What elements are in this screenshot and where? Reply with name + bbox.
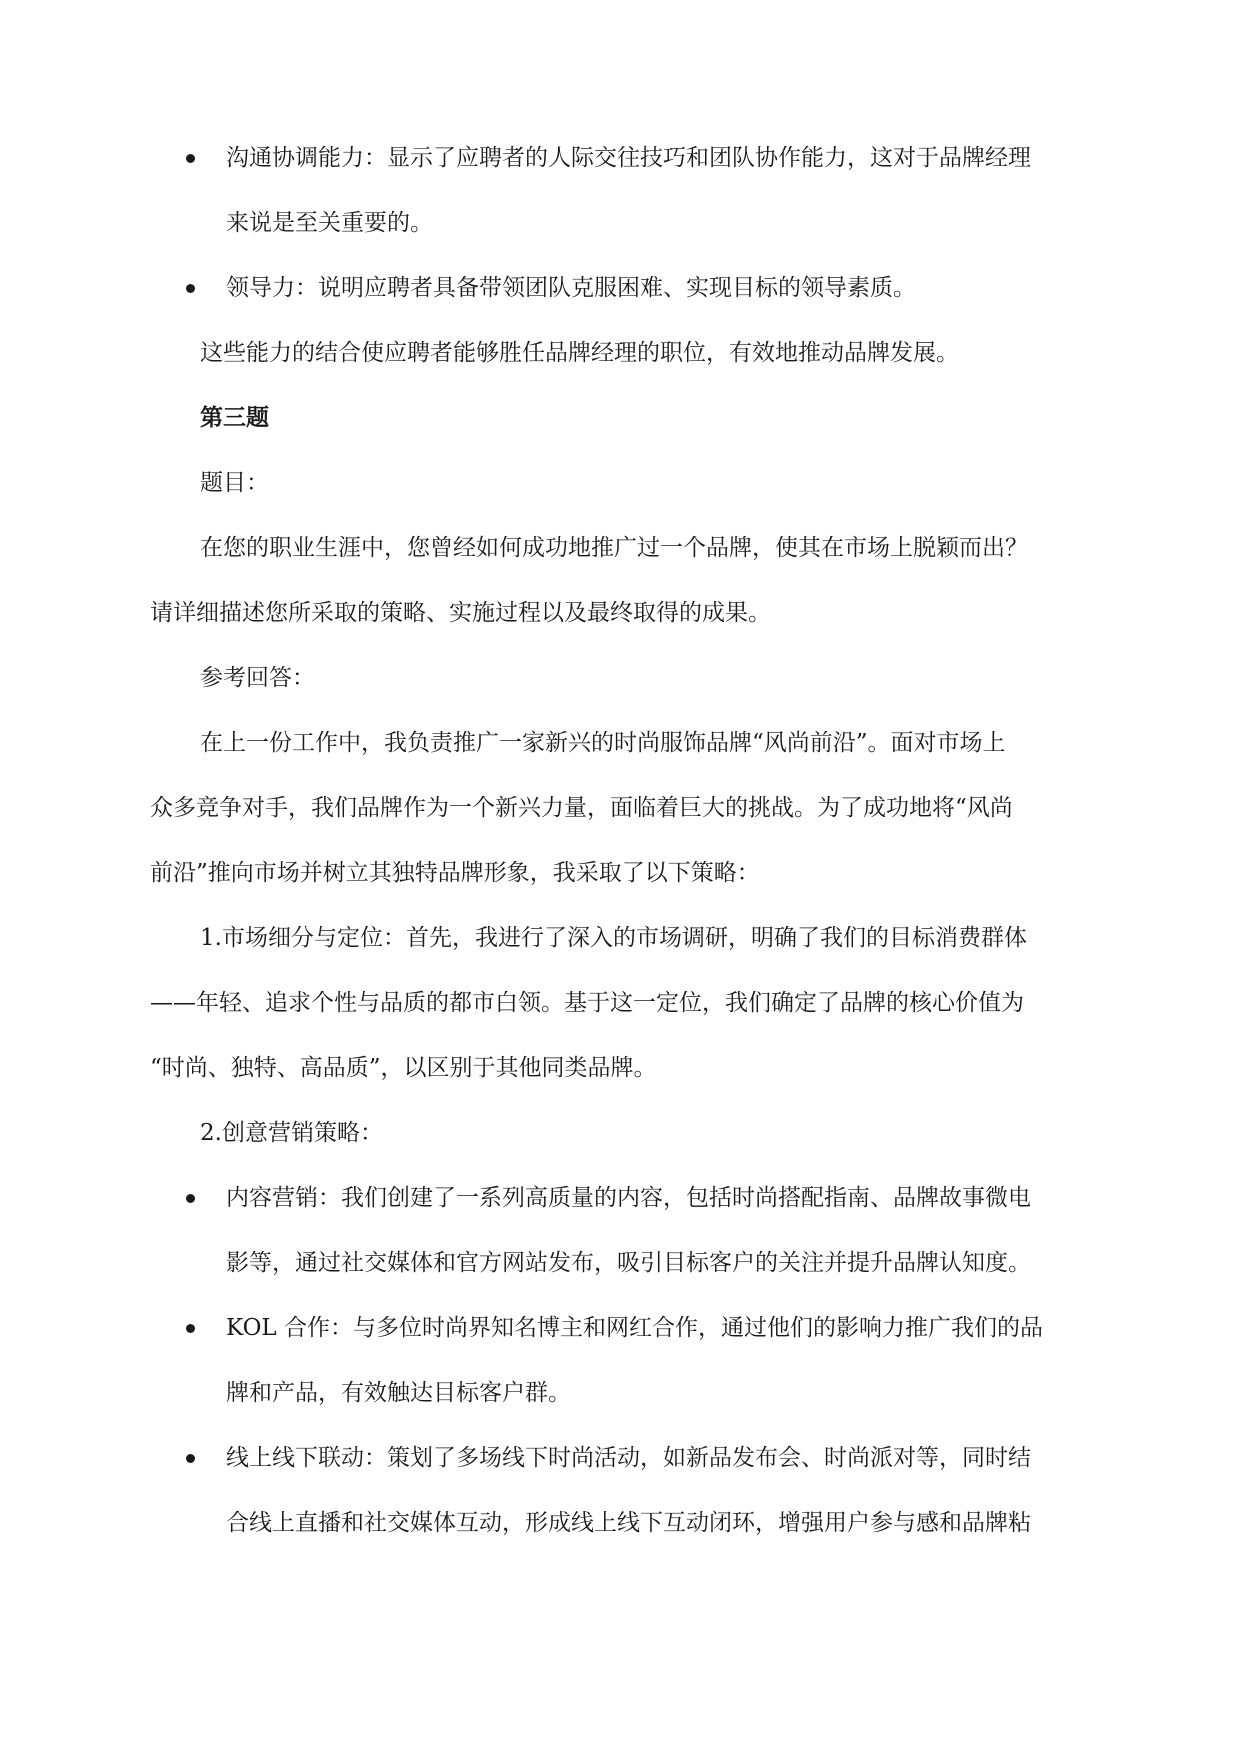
- paragraph-line: 题目：: [200, 470, 269, 496]
- bullet-dot-icon: [186, 284, 195, 293]
- bullet-dot-icon: [186, 1324, 195, 1333]
- point2-title-paragraph: [150, 1117, 1090, 1149]
- bullet-line: 来说是至关重要的。: [226, 210, 433, 236]
- question-label-paragraph: [150, 467, 1090, 499]
- bullet-item-content-marketing: [150, 1182, 1090, 1279]
- bullet-dot-icon: [186, 154, 195, 163]
- point1-paragraph: [150, 922, 1090, 1084]
- bullet-item-kol: [150, 1312, 1090, 1409]
- answer-intro-paragraph: [150, 727, 1090, 889]
- bullet-dot-icon: [186, 1194, 195, 1203]
- paragraph-line: 众多竞争对手，我们品牌作为一个新兴力量，面临着巨大的挑战。为了成功地将“风尚: [150, 795, 1013, 821]
- paragraph-line: 请详细描述您所采取的策略、实施过程以及最终取得的成果。: [150, 600, 771, 626]
- bullet-line: 牌和产品，有效触达目标客户群。: [226, 1380, 571, 1406]
- bullet-line: 合线上直播和社交媒体互动，形成线上线下互动闭环，增强用户参与感和品牌粘: [226, 1510, 1031, 1536]
- bullet-line: 内容营销：我们创建了一系列高质量的内容，包括时尚搭配指南、品牌故事微电: [226, 1185, 1031, 1211]
- bullet-item-online-offline: [150, 1442, 1090, 1539]
- paragraph-line: 参考回答：: [200, 665, 315, 691]
- summary-paragraph: [150, 337, 1090, 369]
- bullet-line: 领导力：说明应聘者具备带领团队克服困难、实现目标的领导素质。: [226, 275, 916, 301]
- paragraph-line: ——年轻、追求个性与品质的都市白领。基于这一定位，我们确定了品牌的核心价值为: [150, 990, 1024, 1016]
- paragraph-line: 在上一份工作中，我负责推广一家新兴的时尚服饰品牌“风尚前沿”。面对市场上: [200, 730, 1006, 756]
- question-paragraph: [150, 532, 1090, 629]
- document-page: [150, 142, 1090, 1572]
- bullet-line: 线上线下联动：策划了多场线下时尚活动，如新品发布会、时尚派对等，同时结: [226, 1445, 1031, 1471]
- bullet-dot-icon: [186, 1454, 195, 1463]
- bullet-line: 沟通协调能力：显示了应聘者的人际交往技巧和团队协作能力，这对于品牌经理: [226, 145, 1031, 171]
- bullet-item-communication: [150, 142, 1090, 239]
- paragraph-line: “时尚、独特、高品质”，以区别于其他同类品牌。: [150, 1055, 657, 1081]
- paragraph-line: 这些能力的结合使应聘者能够胜任品牌经理的职位，有效地推动品牌发展。: [200, 340, 959, 366]
- bullet-line: 影等，通过社交媒体和官方网站发布，吸引目标客户的关注并提升品牌认知度。: [226, 1250, 1031, 1276]
- section-heading: 第三题: [200, 405, 269, 431]
- bullet-line: KOL 合作：与多位时尚界知名博主和网红合作，通过他们的影响力推广我们的品: [226, 1315, 1044, 1341]
- paragraph-line: 在您的职业生涯中，您曾经如何成功地推广过一个品牌，使其在市场上脱颖而出？: [200, 535, 1028, 561]
- paragraph-line: 2.创意营销策略：: [200, 1120, 383, 1146]
- answer-label-paragraph: [150, 662, 1090, 694]
- paragraph-line: 前沿”推向市场并树立其独特品牌形象，我采取了以下策略：: [150, 860, 760, 886]
- paragraph-line: 1.市场细分与定位：首先，我进行了深入的市场调研，明确了我们的目标消费群体: [200, 925, 1027, 951]
- bullet-item-leadership: [150, 272, 1090, 304]
